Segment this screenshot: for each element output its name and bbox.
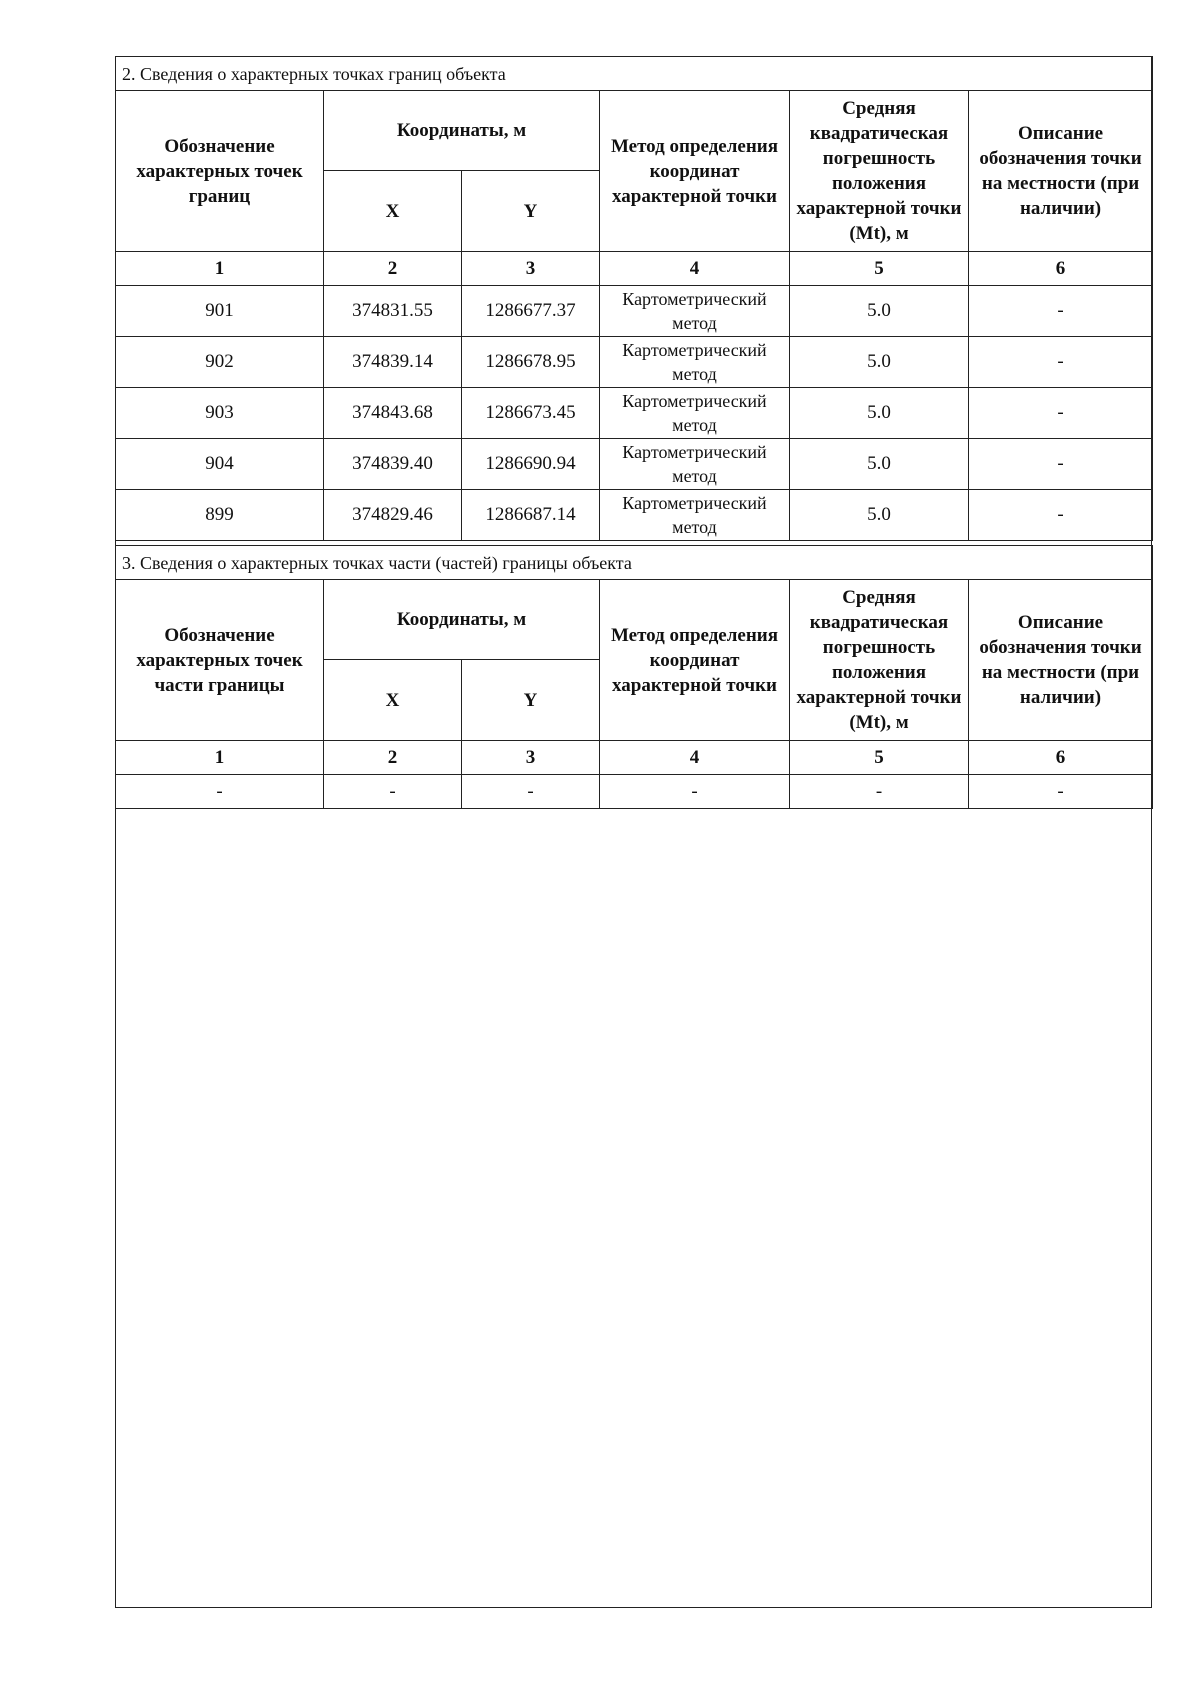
column-number: 2 [324, 741, 462, 775]
point-id: - [116, 775, 324, 809]
header-coordinates: Координаты, м [324, 91, 600, 171]
coord-x: - [324, 775, 462, 809]
header-description: Описание обозначения точки на местности (при наличии) [969, 580, 1153, 741]
error: - [790, 775, 969, 809]
method: Картометрический метод [600, 490, 790, 541]
column-number: 5 [790, 741, 969, 775]
coord-x: 374829.46 [324, 490, 462, 541]
table-row [116, 388, 1153, 439]
point-id: 904 [116, 439, 324, 490]
description: - [969, 775, 1153, 809]
coord-x: 374839.40 [324, 439, 462, 490]
point-id: 899 [116, 490, 324, 541]
coord-y: 1286678.95 [462, 337, 600, 388]
section-title: 2. Сведения о характерных точках границ объекта [116, 57, 1153, 91]
coord-y: - [462, 775, 600, 809]
description: - [969, 388, 1153, 439]
method: Картометрический метод [600, 439, 790, 490]
header-error: Средняя квадратическая погрешность положения характерной точки (Mt), м [790, 91, 969, 252]
header-error: Средняя квадратическая погрешность положения характерной точки (Mt), м [790, 580, 969, 741]
coord-y: 1286673.45 [462, 388, 600, 439]
error: 5.0 [790, 439, 969, 490]
column-number: 3 [462, 252, 600, 286]
description: - [969, 490, 1153, 541]
table-row [116, 439, 1153, 490]
header-x: X [324, 660, 462, 741]
table-row [116, 490, 1153, 541]
header-coordinates: Координаты, м [324, 580, 600, 660]
description: - [969, 286, 1153, 337]
table-row [116, 286, 1153, 337]
column-number: 1 [116, 252, 324, 286]
description: - [969, 439, 1153, 490]
header-method: Метод определения координат характерной точки [600, 580, 790, 741]
column-number: 3 [462, 741, 600, 775]
part-boundary-points-table [115, 545, 1153, 809]
column-number: 5 [790, 252, 969, 286]
point-id: 903 [116, 388, 324, 439]
column-number: 2 [324, 252, 462, 286]
header-x: X [324, 171, 462, 252]
column-number: 6 [969, 741, 1153, 775]
error: 5.0 [790, 337, 969, 388]
coord-y: 1286690.94 [462, 439, 600, 490]
header-designation: Обозначение характерных точек части границы [116, 580, 324, 741]
boundary-points-table [115, 56, 1153, 541]
header-description: Описание обозначения точки на местности (при наличии) [969, 91, 1153, 252]
coord-x: 374843.68 [324, 388, 462, 439]
header-designation: Обозначение характерных точек границ [116, 91, 324, 252]
error: 5.0 [790, 286, 969, 337]
point-id: 901 [116, 286, 324, 337]
coord-y: 1286677.37 [462, 286, 600, 337]
section-title: 3. Сведения о характерных точках части (частей) границы объекта [116, 546, 1153, 580]
method: - [600, 775, 790, 809]
error: 5.0 [790, 388, 969, 439]
column-number: 6 [969, 252, 1153, 286]
column-number: 4 [600, 252, 790, 286]
table-row [116, 775, 1153, 809]
header-y: Y [462, 171, 600, 252]
column-number: 1 [116, 741, 324, 775]
method: Картометрический метод [600, 388, 790, 439]
header-method: Метод определения координат характерной точки [600, 91, 790, 252]
coord-y: 1286687.14 [462, 490, 600, 541]
point-id: 902 [116, 337, 324, 388]
description: - [969, 337, 1153, 388]
column-number: 4 [600, 741, 790, 775]
method: Картометрический метод [600, 286, 790, 337]
table-row [116, 337, 1153, 388]
method: Картометрический метод [600, 337, 790, 388]
error: 5.0 [790, 490, 969, 541]
header-y: Y [462, 660, 600, 741]
coord-x: 374839.14 [324, 337, 462, 388]
coord-x: 374831.55 [324, 286, 462, 337]
